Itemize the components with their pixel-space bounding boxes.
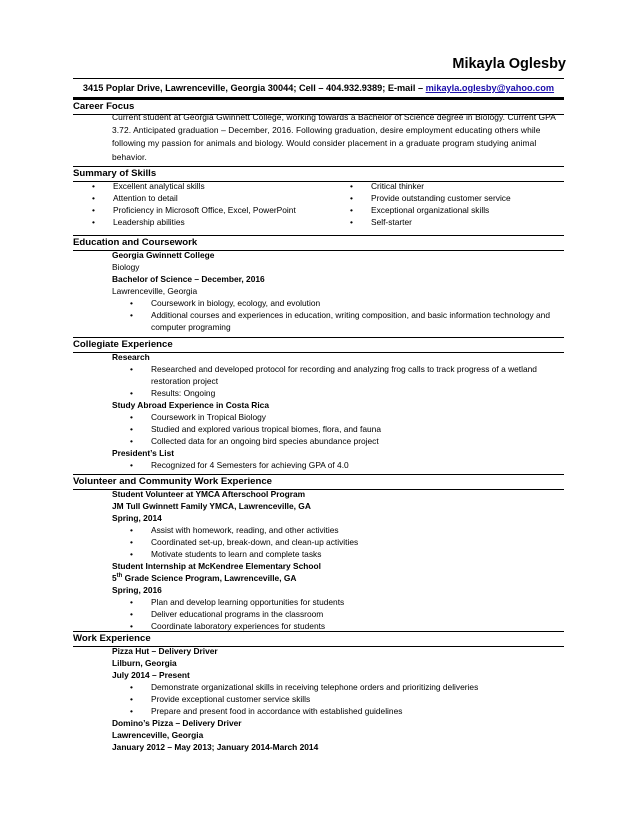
work-date: July 2014 – Present — [112, 670, 190, 680]
section-title: Education and Coursework — [73, 237, 564, 251]
presidents-list-heading: President’s List — [112, 448, 175, 458]
applicant-name: Mikayla Oglesby — [452, 56, 566, 72]
volunteer-org: JM Tull Gwinnett Family YMCA, Lawrenceville, GA — [112, 501, 311, 511]
contact-details: 3415 Poplar Drive, Lawrenceville, Georgia 30044; Cell – 404.932.9389; E-mail – — [82, 83, 426, 93]
internship-date: Spring, 2016 — [112, 585, 162, 595]
section-title: Collegiate Experience — [73, 339, 564, 353]
study-abroad-heading: Study Abroad Experience in Costa Rica — [112, 400, 269, 410]
career-focus-text: Current student at Georgia Gwinnett College, working towards a Bachelor of Science degree in Biology. Current GPA 3.72. Anticipated graduation – December, 2016. Following graduation, desire employment educating others while following my passion for animals and biology. Would consider placement in a graduate program studying animal behavior. — [112, 112, 556, 162]
section-title: Volunteer and Community Work Experience — [73, 476, 564, 490]
section-title: Summary of Skills — [73, 168, 564, 182]
research-heading: Research — [112, 352, 150, 362]
school-location: Lawrenceville, Georgia — [112, 286, 198, 296]
school-name: Georgia Gwinnett College — [112, 250, 215, 260]
section-title: Career Focus — [73, 101, 564, 115]
work-date: January 2012 – May 2013; January 2014-March 2014 — [112, 742, 319, 752]
internship-title: Student Internship at McKendree Elementary School — [112, 561, 321, 571]
degree: Bachelor of Science – December, 2016 — [112, 274, 265, 284]
contact-bar — [73, 78, 564, 99]
work-job-title: Pizza Hut – Delivery Driver — [112, 646, 218, 656]
work-location: Lawrenceville, Georgia — [112, 730, 204, 740]
email-link[interactable]: mikayla.oglesby@yahoo.com — [425, 83, 555, 93]
major: Biology — [112, 262, 140, 272]
work-job-title: Domino’s Pizza – Delivery Driver — [112, 718, 242, 728]
internship-program: 5th Grade Science Program, Lawrenceville, GA — [112, 573, 297, 583]
resume-page: Mikayla Oglesby 3415 Poplar Drive, Lawrenceville, Georgia 30044; Cell – 404.932.9389; E-mail – mikayla.oglesby@yahoo.com Career Focus Current student at Georgia Gwinnett College, working towards a Bachelor of Science degree in Biology. Current GPA 3.72. Anticipated graduation – December, 2016. Following graduation, desire employment educating others while following my passion for animals and biology. Would consider placement in a graduate program studying animal behavior. Summary of Skills • Excellent analytical skills • Attention to detail • Proficiency in Microsoft Office, Excel, PowerPoint • Leadership abilities • Critical thinker • Provide outstanding customer service • Exceptional organizational skills • Self-starter Education and Coursework Georgia Gwinnett College Biology Bachelor of Science – December, 2016 Lawrenceville, Georgia • Coursework in biology, ecology, and evolution • Additional courses and experiences in education, writing composition, and basic information technology and computer programing Collegiate Experience Research • Researched and developed protocol for recording and analyzing frog calls to track progress of a wetland restoration project • Results: Ongoing Study Abroad Experience in Costa Rica • Coursework in Tropical Biology • Studied and explored various tropical biomes, flora, and fauna • Collected data for an ongoing bird species abundance project President’s List • Recognized for 4 Semesters for achieving GPA of 4.0 Volunteer and Community Work Experience Student Volunteer at YMCA Afterschool Program JM Tull Gwinnett Family YMCA, Lawrenceville, GA Spring, 2014 • Assist with homework, reading, and other activities • Coordinated set-up, break-down, and clean-up activities • Motivate students to learn and complete tasks Student Internship at McKendree Elementary School 5th Grade Science Program, Lawrenceville, GA Spring, 2016 • Plan and develop learning opportunities for students • Deliver educational programs in the classroom • Coordinate laboratory experiences for students Work Experience Pizza Hut – Delivery Driver Lilburn, Georgia July 2014 – Present • Demonstrate organizational skills in receiving telephone orders and prioritizing deliveries • Provide exceptional customer service skills • Prepare and present food in accordance with established guidelines Domino’s Pizza – Delivery Driver Lawrenceville, Georgia January 2012 – May 2013; January 2014-March 2014 — [73, 56, 566, 752]
volunteer-date: Spring, 2014 — [112, 513, 162, 523]
work-location: Lilburn, Georgia — [112, 658, 177, 668]
volunteer-job-title: Student Volunteer at YMCA Afterschool Program — [112, 489, 306, 499]
section-title: Work Experience — [73, 633, 564, 647]
